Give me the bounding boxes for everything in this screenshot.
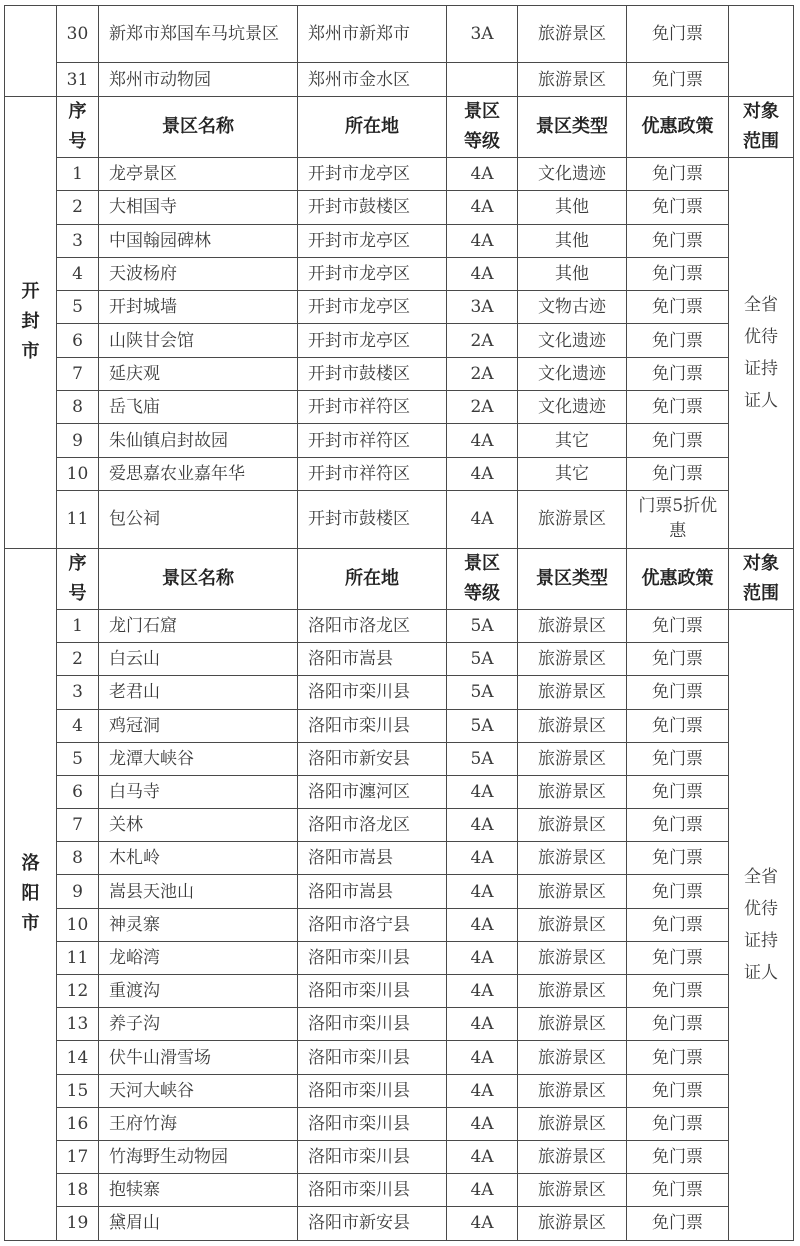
spot-type: 旅游景区 [518, 975, 627, 1008]
table-row [5, 1041, 794, 1074]
scenic-spot-name: 朱仙镇启封故园 [99, 424, 298, 457]
table-row [5, 1207, 794, 1240]
table-row [5, 357, 794, 390]
row-number: 1 [57, 158, 99, 191]
row-number: 4 [57, 257, 99, 290]
location: 开封市祥符区 [298, 424, 447, 457]
grade: 4A [447, 1041, 518, 1074]
eligibility-scope-empty [729, 6, 794, 97]
policy-text: 免门票 [652, 330, 703, 351]
table-row [5, 158, 794, 191]
table-row [5, 1074, 794, 1107]
header-name [99, 548, 298, 609]
spot-type: 旅游景区 [518, 1174, 627, 1207]
row-number: 11 [57, 490, 99, 548]
row-number: 15 [57, 1074, 99, 1107]
grade: 4A [447, 1074, 518, 1107]
discount-policy [627, 1107, 729, 1140]
scenic-spot-name: 重渡沟 [99, 975, 298, 1008]
table-row [5, 775, 794, 808]
table-row [5, 324, 794, 357]
scenic-spot-name: 神灵寨 [99, 908, 298, 941]
discount-policy [627, 1074, 729, 1107]
location: 洛阳市栾川县 [298, 975, 447, 1008]
table-row [5, 1140, 794, 1173]
policy-text: 免门票 [652, 1047, 703, 1068]
policy-text: 免门票 [652, 682, 703, 703]
grade: 4A [447, 191, 518, 224]
grade: 4A [447, 775, 518, 808]
grade: 4A [447, 809, 518, 842]
city-label [5, 548, 57, 1240]
header-number [57, 548, 99, 609]
scenic-spot-name: 龙亭景区 [99, 158, 298, 191]
policy-text: 免门票 [652, 914, 703, 935]
row-number: 13 [57, 1008, 99, 1041]
row-number: 17 [57, 1140, 99, 1173]
scenic-spot-name: 关林 [99, 809, 298, 842]
row-number: 4 [57, 709, 99, 742]
table-row [5, 457, 794, 490]
scenic-spot-name: 抱犊寨 [99, 1174, 298, 1207]
location: 洛阳市洛龙区 [298, 609, 447, 642]
row-number: 14 [57, 1041, 99, 1074]
header-row [5, 548, 794, 609]
row-number: 10 [57, 457, 99, 490]
discount-policy [627, 324, 729, 357]
discount-policy [627, 676, 729, 709]
table-row [5, 391, 794, 424]
row-number: 7 [57, 809, 99, 842]
table-row [5, 291, 794, 324]
location: 洛阳市栾川县 [298, 1074, 447, 1107]
location: 开封市鼓楼区 [298, 357, 447, 390]
policy-text: 免门票 [652, 264, 703, 285]
policy-text: 免门票 [652, 1080, 703, 1101]
policy-text: 免门票 [652, 363, 703, 384]
scenic-spot-name: 大相国寺 [99, 191, 298, 224]
grade: 5A [447, 643, 518, 676]
scenic-spot-name: 白云山 [99, 643, 298, 676]
location: 洛阳市新安县 [298, 1207, 447, 1240]
discount-policy [627, 291, 729, 324]
grade: 4A [447, 975, 518, 1008]
discount-policy [627, 424, 729, 457]
grade: 4A [447, 257, 518, 290]
table-row [5, 1008, 794, 1041]
policy-text: 免门票 [652, 947, 703, 968]
spot-type: 旅游景区 [518, 908, 627, 941]
policy-text: 免门票 [652, 1113, 703, 1134]
grade: 4A [447, 941, 518, 974]
spot-type: 旅游景区 [518, 842, 627, 875]
table-row [5, 908, 794, 941]
grade: 4A [447, 457, 518, 490]
header-name [99, 97, 298, 158]
policy-text: 免门票 [652, 1180, 703, 1201]
discount-policy [627, 1008, 729, 1041]
grade: 4A [447, 1207, 518, 1240]
scope-text: 全省优待证持证人 [743, 866, 778, 983]
table-row [5, 842, 794, 875]
policy-text: 免门票 [652, 815, 703, 836]
location: 洛阳市栾川县 [298, 676, 447, 709]
table-row [5, 975, 794, 1008]
header-policy-text: 优惠政策 [641, 116, 714, 137]
header-type [518, 97, 627, 158]
scenic-spot-name: 竹海野生动物园 [99, 1140, 298, 1173]
header-location [298, 97, 447, 158]
location: 洛阳市栾川县 [298, 709, 447, 742]
spot-type: 其他 [518, 257, 627, 290]
scenic-spot-name: 天河大峡谷 [99, 1074, 298, 1107]
policy-text: 免门票 [652, 649, 703, 670]
table-row [5, 742, 794, 775]
spot-type: 旅游景区 [518, 490, 627, 548]
table-row [5, 424, 794, 457]
city-name: 洛阳市 [21, 853, 40, 935]
grade [447, 63, 518, 97]
scenic-spot-name: 木札岭 [99, 842, 298, 875]
grade: 4A [447, 490, 518, 548]
table-row [5, 643, 794, 676]
row-number: 16 [57, 1107, 99, 1140]
spot-type: 旅游景区 [518, 6, 627, 63]
row-number: 3 [57, 224, 99, 257]
row-number: 6 [57, 324, 99, 357]
row-number: 5 [57, 291, 99, 324]
scenic-spot-name: 天波杨府 [99, 257, 298, 290]
discount-policy [627, 224, 729, 257]
location: 开封市龙亭区 [298, 324, 447, 357]
grade: 4A [447, 875, 518, 908]
location: 洛阳市嵩县 [298, 875, 447, 908]
eligibility-scope [729, 158, 794, 549]
header-name-text: 景区名称 [162, 116, 234, 137]
grade: 2A [447, 391, 518, 424]
location: 开封市龙亭区 [298, 224, 447, 257]
row-number: 6 [57, 775, 99, 808]
table-row [5, 6, 794, 63]
discount-policy [627, 1140, 729, 1173]
scenic-spot-name: 爱思嘉农业嘉年华 [99, 457, 298, 490]
header-scope-text: 对象范围 [742, 101, 779, 152]
header-number-text: 序号 [68, 101, 87, 152]
policy-text: 免门票 [652, 848, 703, 869]
location: 洛阳市栾川县 [298, 1140, 447, 1173]
policy-text: 免门票 [652, 1147, 703, 1168]
discount-policy [627, 6, 729, 63]
header-name-text: 景区名称 [162, 567, 234, 589]
discount-policy [627, 742, 729, 775]
policy-text: 免门票 [652, 981, 703, 1002]
policy-text: 免门票 [652, 748, 703, 769]
row-number: 7 [57, 357, 99, 390]
scenic-spot-name: 龙门石窟 [99, 609, 298, 642]
row-number: 30 [57, 6, 99, 63]
table-row [5, 609, 794, 642]
location: 开封市鼓楼区 [298, 490, 447, 548]
discount-policy [627, 975, 729, 1008]
spot-type: 文化遗迹 [518, 391, 627, 424]
spot-type: 文化遗迹 [518, 158, 627, 191]
header-scope [729, 548, 794, 609]
policy-text: 免门票 [652, 881, 703, 902]
city-name: 开封市 [21, 281, 40, 363]
location: 开封市龙亭区 [298, 158, 447, 191]
spot-type: 旅游景区 [518, 1107, 627, 1140]
table-row [5, 676, 794, 709]
spot-type: 旅游景区 [518, 709, 627, 742]
row-number: 8 [57, 391, 99, 424]
location: 洛阳市瀍河区 [298, 775, 447, 808]
spot-type: 旅游景区 [518, 775, 627, 808]
table-row [5, 809, 794, 842]
spot-type: 其他 [518, 191, 627, 224]
policy-text: 免门票 [652, 616, 703, 637]
spot-type: 旅游景区 [518, 1074, 627, 1107]
location: 洛阳市栾川县 [298, 1107, 447, 1140]
row-number: 31 [57, 63, 99, 97]
table-row [5, 709, 794, 742]
scenic-spot-name: 鸡冠洞 [99, 709, 298, 742]
scenic-spot-name: 开封城墙 [99, 291, 298, 324]
discount-policy [627, 191, 729, 224]
spot-type: 其它 [518, 457, 627, 490]
row-number: 2 [57, 643, 99, 676]
header-number-text: 序号 [68, 552, 87, 604]
header-policy [627, 97, 729, 158]
row-number: 19 [57, 1207, 99, 1240]
location: 郑州市新郑市 [298, 6, 447, 63]
scenic-spot-name: 山陕甘会馆 [99, 324, 298, 357]
scenic-spot-name: 郑州市动物园 [99, 63, 298, 97]
header-type-text: 景区类型 [536, 116, 608, 137]
policy-text: 免门票 [652, 715, 703, 736]
table-row [5, 257, 794, 290]
policy-text: 门票5折优惠 [638, 496, 718, 542]
policy-text: 免门票 [652, 463, 703, 484]
policy-text: 免门票 [652, 782, 703, 802]
grade: 5A [447, 709, 518, 742]
scenic-spot-name: 中国翰园碑林 [99, 224, 298, 257]
discount-policy [627, 1174, 729, 1207]
spot-type: 旅游景区 [518, 609, 627, 642]
grade: 5A [447, 609, 518, 642]
spot-type: 旅游景区 [518, 875, 627, 908]
location: 开封市祥符区 [298, 457, 447, 490]
policy-text: 免门票 [652, 1213, 703, 1234]
discount-policy [627, 63, 729, 97]
table-row [5, 191, 794, 224]
spot-type: 其它 [518, 424, 627, 457]
policy-text: 免门票 [652, 297, 703, 318]
row-number: 18 [57, 1174, 99, 1207]
spot-type: 旅游景区 [518, 1140, 627, 1173]
location: 开封市祥符区 [298, 391, 447, 424]
grade: 5A [447, 742, 518, 775]
header-scope [729, 97, 794, 158]
scenic-spot-name: 黛眉山 [99, 1207, 298, 1240]
location: 洛阳市栾川县 [298, 941, 447, 974]
policy-text: 免门票 [652, 397, 703, 418]
discount-policy [627, 875, 729, 908]
table-row [5, 224, 794, 257]
discount-policy [627, 490, 729, 548]
row-number: 5 [57, 742, 99, 775]
discount-policy [627, 257, 729, 290]
table-row [5, 875, 794, 908]
location: 洛阳市栾川县 [298, 1174, 447, 1207]
header-number [57, 97, 99, 158]
location: 洛阳市新安县 [298, 742, 447, 775]
header-row [5, 97, 794, 158]
policy-text: 免门票 [652, 1014, 703, 1035]
discount-policy [627, 609, 729, 642]
scenic-spot-name: 包公祠 [99, 490, 298, 548]
scenic-spot-name: 养子沟 [99, 1008, 298, 1041]
table-row [5, 63, 794, 97]
city-label [5, 97, 57, 549]
header-location-text: 所在地 [345, 567, 399, 589]
discount-policy [627, 842, 729, 875]
row-number: 3 [57, 676, 99, 709]
discount-policy [627, 357, 729, 390]
location: 洛阳市栾川县 [298, 1008, 447, 1041]
scenic-spot-name: 岳飞庙 [99, 391, 298, 424]
location: 洛阳市嵩县 [298, 643, 447, 676]
table-row [5, 490, 794, 548]
policy-text: 免门票 [652, 230, 703, 251]
discount-policy [627, 391, 729, 424]
header-policy [627, 548, 729, 609]
grade: 4A [447, 1008, 518, 1041]
grade: 4A [447, 842, 518, 875]
policy-text: 免门票 [652, 164, 703, 185]
location: 开封市鼓楼区 [298, 191, 447, 224]
header-type [518, 548, 627, 609]
scenic-spot-name: 白马寺 [99, 775, 298, 808]
header-grade-text: 景区等级 [463, 552, 500, 604]
discount-policy [627, 809, 729, 842]
grade: 3A [447, 291, 518, 324]
grade: 4A [447, 908, 518, 941]
row-number: 9 [57, 875, 99, 908]
scenic-spot-name: 龙潭大峡谷 [99, 742, 298, 775]
header-scope-text: 对象范围 [742, 552, 779, 604]
row-number: 8 [57, 842, 99, 875]
spot-type: 旅游景区 [518, 742, 627, 775]
discount-policy [627, 457, 729, 490]
policy-text: 免门票 [652, 24, 703, 44]
spot-type: 旅游景区 [518, 643, 627, 676]
scenic-spot-name: 伏牛山滑雪场 [99, 1041, 298, 1074]
table-row [5, 1107, 794, 1140]
grade: 4A [447, 1174, 518, 1207]
scenic-spot-name: 嵩县天池山 [99, 875, 298, 908]
spot-type: 旅游景区 [518, 63, 627, 97]
discount-policy [627, 1207, 729, 1240]
discount-policy [627, 709, 729, 742]
scenic-spot-name: 延庆观 [99, 357, 298, 390]
discount-policy [627, 643, 729, 676]
city-label-empty [5, 6, 57, 97]
scope-text: 全省优待证持证人 [743, 294, 778, 411]
scenic-spot-table [4, 5, 794, 1241]
policy-text: 免门票 [652, 197, 703, 218]
spot-type: 文化遗迹 [518, 324, 627, 357]
header-grade-text: 景区等级 [463, 101, 500, 152]
row-number: 12 [57, 975, 99, 1008]
discount-policy [627, 941, 729, 974]
grade: 4A [447, 1140, 518, 1173]
row-number: 10 [57, 908, 99, 941]
discount-policy [627, 908, 729, 941]
policy-text: 免门票 [652, 430, 703, 451]
grade: 4A [447, 224, 518, 257]
spot-type: 旅游景区 [518, 809, 627, 842]
header-location-text: 所在地 [345, 116, 399, 137]
location: 开封市龙亭区 [298, 291, 447, 324]
grade: 5A [447, 676, 518, 709]
table-row [5, 941, 794, 974]
location: 郑州市金水区 [298, 63, 447, 97]
scenic-spot-name: 老君山 [99, 676, 298, 709]
spot-type: 旅游景区 [518, 1008, 627, 1041]
grade: 4A [447, 1107, 518, 1140]
spot-type: 旅游景区 [518, 1041, 627, 1074]
scenic-spot-name: 龙峪湾 [99, 941, 298, 974]
grade: 4A [447, 158, 518, 191]
header-type-text: 景区类型 [536, 567, 608, 589]
spot-type: 文化遗迹 [518, 357, 627, 390]
grade: 2A [447, 324, 518, 357]
row-number: 1 [57, 609, 99, 642]
location: 洛阳市洛宁县 [298, 908, 447, 941]
discount-policy [627, 158, 729, 191]
scenic-spot-name: 新郑市郑国车马坑景区 [99, 6, 298, 63]
grade: 4A [447, 424, 518, 457]
row-number: 9 [57, 424, 99, 457]
spot-type: 其他 [518, 224, 627, 257]
header-policy-text: 优惠政策 [641, 567, 714, 589]
spot-type: 旅游景区 [518, 1207, 627, 1240]
row-number: 11 [57, 941, 99, 974]
scenic-spot-name: 王府竹海 [99, 1107, 298, 1140]
grade: 2A [447, 357, 518, 390]
location: 洛阳市洛龙区 [298, 809, 447, 842]
discount-policy [627, 1041, 729, 1074]
location: 开封市龙亭区 [298, 257, 447, 290]
spot-type: 旅游景区 [518, 941, 627, 974]
policy-text: 免门票 [652, 69, 703, 90]
table-row [5, 1174, 794, 1207]
location: 洛阳市嵩县 [298, 842, 447, 875]
header-grade [447, 548, 518, 609]
eligibility-scope [729, 609, 794, 1240]
discount-policy [627, 775, 729, 808]
row-number: 2 [57, 191, 99, 224]
grade: 3A [447, 6, 518, 63]
spot-type: 旅游景区 [518, 676, 627, 709]
header-grade [447, 97, 518, 158]
location: 洛阳市栾川县 [298, 1041, 447, 1074]
spot-type: 文物古迹 [518, 291, 627, 324]
header-location [298, 548, 447, 609]
